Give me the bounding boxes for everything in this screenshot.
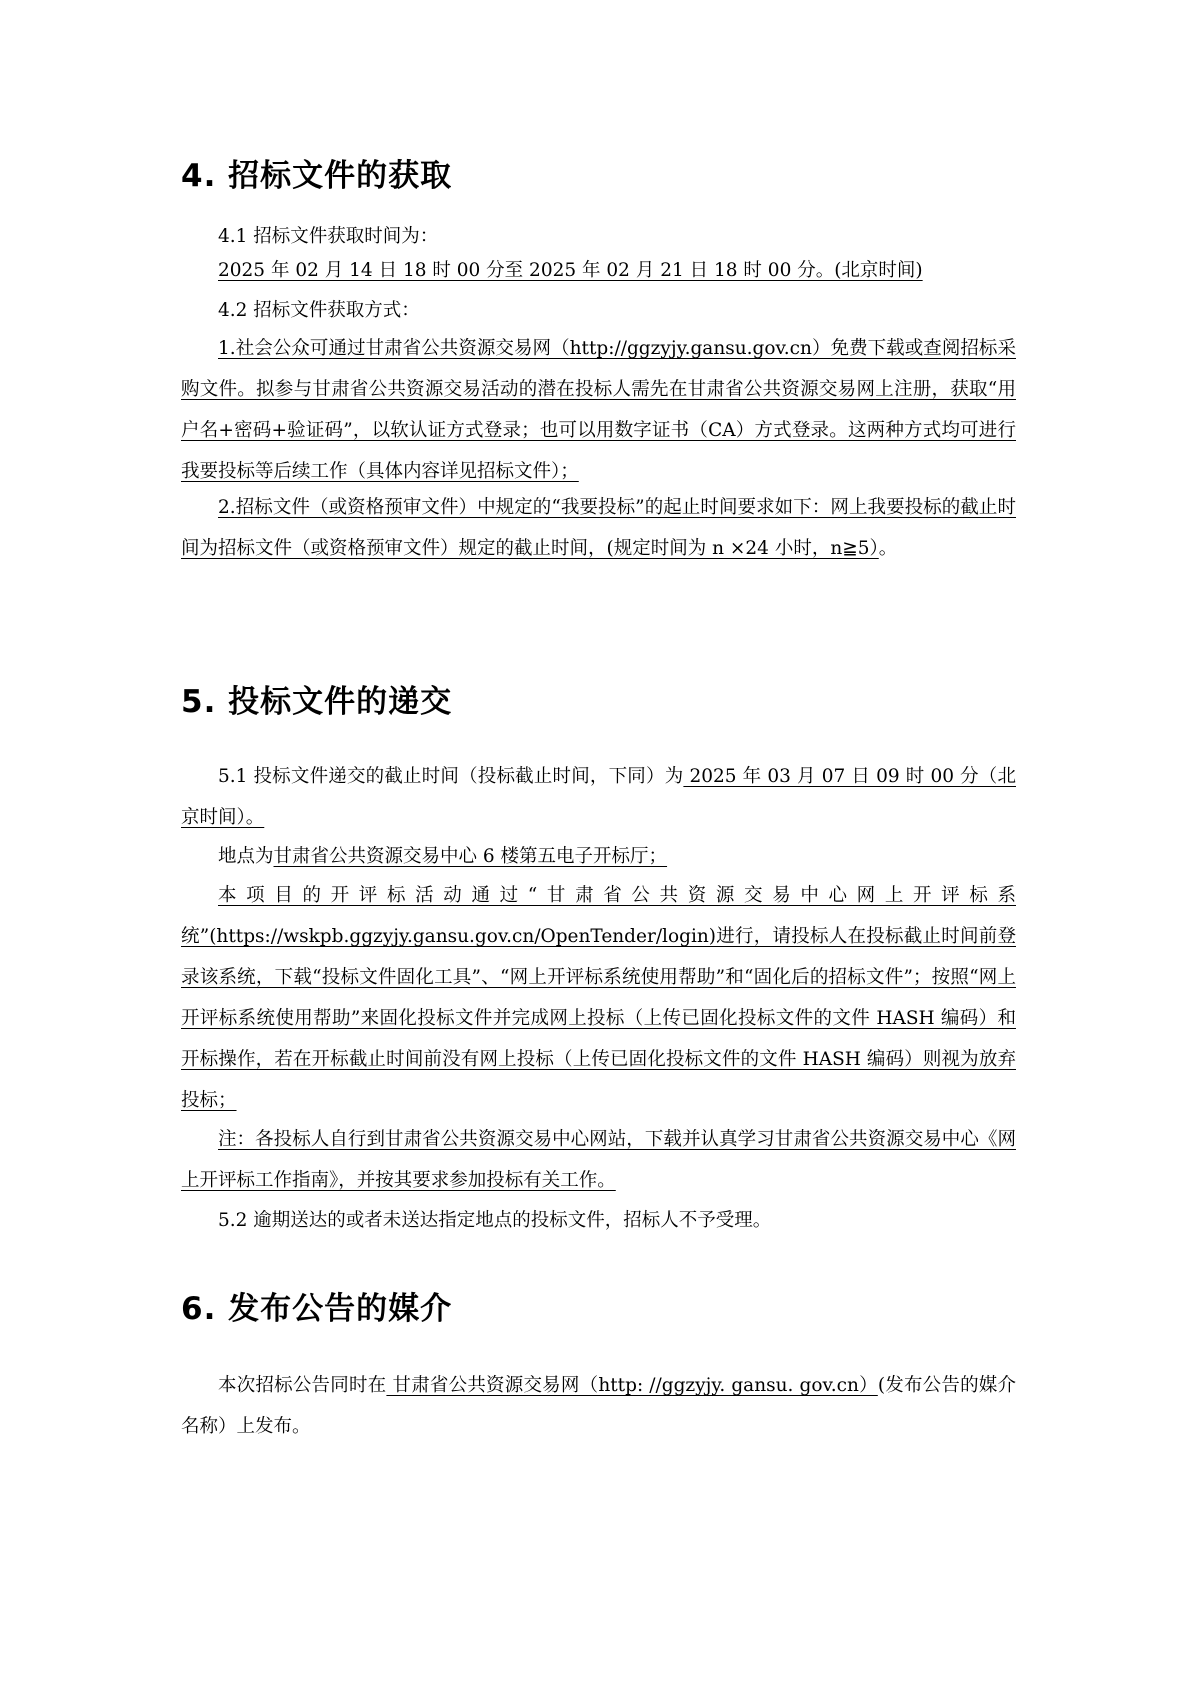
s5-p2-prefix: 地点为 xyxy=(218,846,274,867)
s5-p2-location: 甘肃省公共资源交易中心 6 楼第五电子开标厅； xyxy=(273,846,668,867)
s5-p1-prefix: 5.1 投标文件递交的截止时间（投标截止时间，下同）为 xyxy=(218,766,684,787)
s6-p1-prefix: 本次招标公告同时在 xyxy=(218,1375,387,1396)
s6-p1 xyxy=(181,1365,1016,1447)
s5-p1-deadline: 2025 年 03 月 07 日 09 时 00 分（北京时间）。 xyxy=(181,766,1016,828)
s5-p5: 5.2 逾期送达的或者未送达指定地点的投标文件，招标人不予受理。 xyxy=(218,1210,772,1231)
section-6-heading: 6. 发布公告的媒介 xyxy=(181,1291,453,1327)
s5-p4: 注：各投标人自行到甘肃省公共资源交易中心网站，下载并认真学习甘肃省公共资源交易中心《网上开评标工作指南》，并按其要求参加投标有关工作。 xyxy=(181,1129,1016,1191)
s5-p3: 本项目的开评标活动通过“甘肃省公共资源交易中心网上开评标系统”(https://wskpb.ggzyjy.gansu.gov.cn/OpenTender/login)进行，请投标人在投标截止时间前登录该系统，下载“投标文件固化工具”、“网上开评标系统使用帮助”和“固化后的招标文件”；按照“网上开评标系统使用帮助”来固化投标文件并完成网上投标（上传已固化投标文件的文件 HASH 编码）和开标操作，若在开标截止时间前没有网上投标（上传已固化投标文件的文件 HASH 编码）则视为放弃投标； xyxy=(181,885,1016,1111)
s4-p5 xyxy=(181,487,1016,569)
s6-p1-suffix: (发布公告的媒介名称）上发布。 xyxy=(181,1375,1017,1437)
section-4-heading: 4. 招标文件的获取 xyxy=(181,158,453,194)
s4-p4: 1.社会公众可通过甘肃省公共资源交易网（http://ggzyjy.gansu.gov.cn）免费下载或查阅招标采购文件。拟参与甘肃省公共资源交易活动的潜在投标人需先在甘肃省公共资源交易网上注册，获取“用户名+密码+验证码”，以软认证方式登录；也可以用数字证书（CA）方式登录。这两种方式均可进行我要投标等后续工作（具体内容详见招标文件）； xyxy=(181,338,1016,482)
s6-p1-media: 甘肃省公共资源交易网（http: //ggzyjy. gansu. gov.cn） xyxy=(386,1375,878,1396)
s5-p1 xyxy=(181,756,1016,838)
s4-p5-text: 2.招标文件（或资格预审文件）中规定的“我要投标”的起止时间要求如下：网上我要投标的截止时间为招标文件（或资格预审文件）规定的截止时间，(规定时间为 n ×24 小时，n≧5） xyxy=(181,497,1016,559)
s4-p5-end: 。 xyxy=(878,538,898,559)
s5-p2 xyxy=(181,836,1016,877)
s4-p1: 4.1 招标文件获取时间为： xyxy=(218,226,439,247)
s4-p3: 4.2 招标文件获取方式： xyxy=(218,300,420,321)
section-5-heading: 5. 投标文件的递交 xyxy=(181,684,453,720)
s4-p2-text: 2025 年 02 月 14 日 18 时 00 分至 2025 年 02 月 21 日 18 时 00 分。(北京时间) xyxy=(218,260,923,281)
s4-p2 xyxy=(181,250,1016,291)
